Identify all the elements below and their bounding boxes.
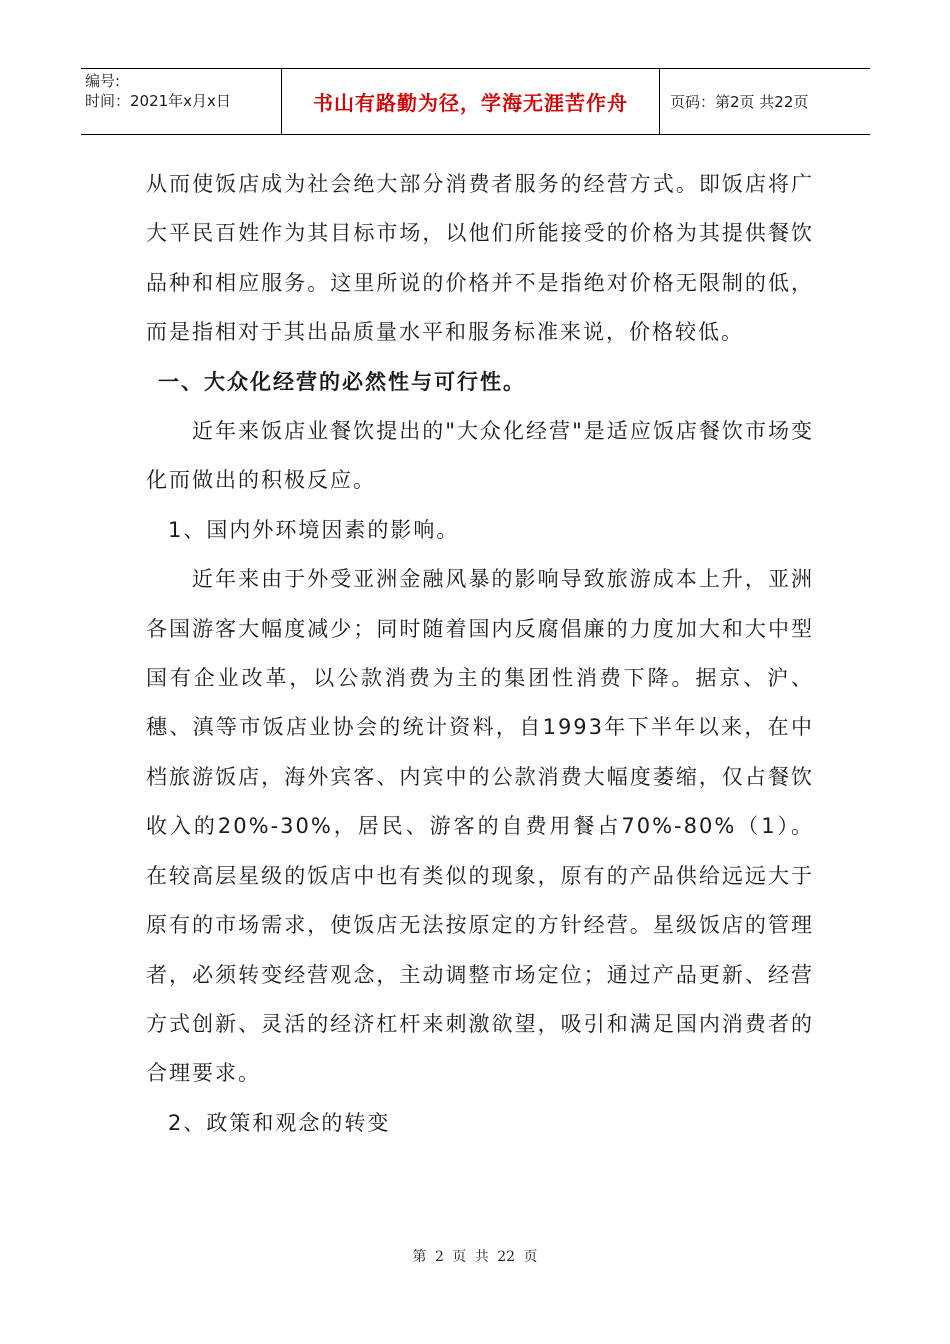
paragraph-environment: 近年来由于外受亚洲金融风暴的影响导致旅游成本上升，亚洲各国游客大幅度减少；同时随着国内反腐倡廉的力度加大和大中型国有企业改革，以公款消费为主的集团性消费下降。据京、沪、穗、滇等市饭店业协会的统计资料，自1993年下半年以来，在中档旅游饭店，海外宾客、内宾中的公款消费大幅度萎缩，仅占餐饮收入的20%-30%，居民、游客的自费用餐占70%-80%（1）。在较高层星级的饭店中也有类似的现象，原有的产品供给远远大于原有的市场需求，使饭店无法按原定的方针经营。星级饭店的管理者，必须转变经营观念，主动调整市场定位；通过产品更新、经营方式创新、灵活的经济杠杆来刺激欲望，吸引和满足国内消费者的合理要求。 [146, 567, 814, 1086]
header-meta [81, 69, 281, 134]
subheading-1: 1、国内外环境因素的影响。 [168, 517, 460, 542]
paragraph-continuation: 从而使饭店成为社会绝大部分消费者服务的经营方式。即饭店将广大平民百姓作为其目标市场，以他们所能接受的价格为其提供餐饮品种和相应服务。这里所说的价格并不是指绝对价格无限制的低，而是指相对于其出品质量水平和服务标准来说，价格较低。 [146, 172, 814, 345]
document-body [146, 160, 814, 1148]
paragraph-intro: 近年来饭店业餐饮提出的"大众化经营"是适应饭店餐饮市场变化而做出的积极反应。 [146, 419, 814, 493]
subheading-2: 2、政策和观念的转变 [168, 1110, 391, 1135]
serial-label: 编号: [85, 72, 121, 90]
page-header [81, 68, 870, 135]
section-heading: 一、大众化经营的必然性与可行性。 [158, 369, 526, 394]
time-label: 时间：2021年x月x日 [85, 92, 231, 110]
header-motto: 书山有路勤为径，学海无涯苦作舟 [281, 69, 660, 134]
page-footer: 第 2 页 共 22 页 [412, 1249, 538, 1265]
header-page-info: 页码：第2页 共22页 [670, 93, 809, 111]
